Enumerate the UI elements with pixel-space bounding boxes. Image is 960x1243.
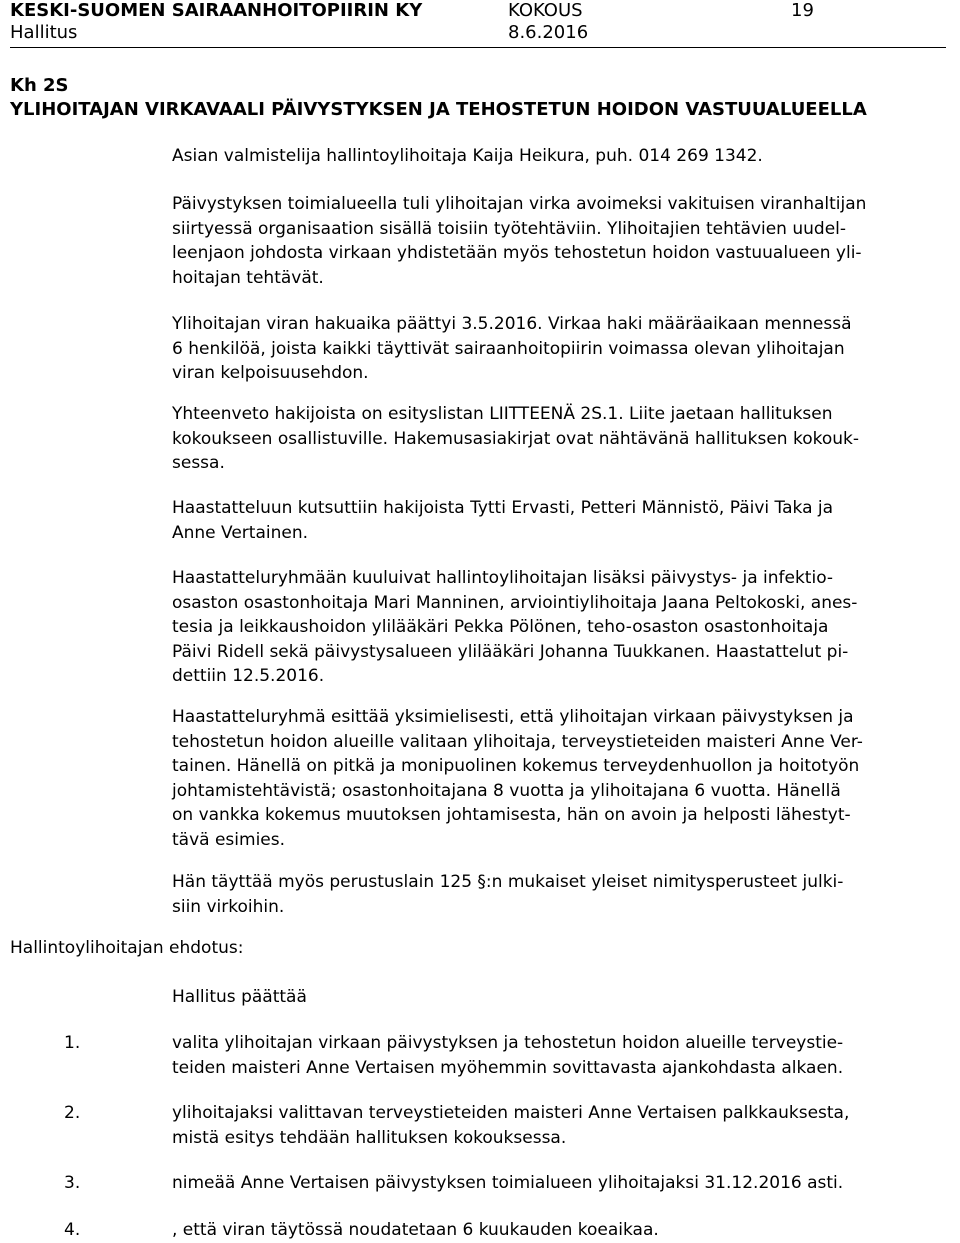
paragraph-legal-basis — [172, 870, 952, 919]
paragraph-line: johtamistehtävistä; osastonhoitajana 8 vuotta ja ylihoitajana 6 vuotta. Hänellä — [172, 780, 841, 801]
paragraph-line: osaston osastonhoitaja Mari Manninen, arviointiylihoitaja Jaana Peltokoski, anes- — [172, 592, 858, 613]
paragraph-line: Yhteenveto hakijoista on esityslistan LIITTEENÄ 2S.1. Liite jaetaan hallituksen — [172, 404, 833, 424]
proposal-label: Hallintoylihoitajan ehdotus: — [10, 938, 244, 958]
paragraph-line: tehostetun hoidon alueille valitaan ylihoitaja, terveystieteiden maisteri Anne Ver- — [172, 731, 863, 752]
decision-item-text — [172, 1218, 947, 1243]
paragraph-line: siin virkoihin. — [172, 896, 285, 917]
decision-item-line: teiden maisteri Anne Vertaisen myöhemmin sovittavasta ajankohdasta alkaen. — [172, 1057, 844, 1078]
decision-item-line: nimeää Anne Vertaisen päivystyksen toimialueen ylihoitajaksi 31.12.2016 asti. — [172, 1173, 844, 1193]
paragraph-line: kokoukseen osallistuville. Hakemusasiakirjat ovat nähtävänä hallituksen kokouk- — [172, 428, 860, 449]
paragraph-line: dettiin 12.5.2016. — [172, 666, 325, 686]
page-number: 19 — [791, 0, 814, 21]
paragraph-application-period — [172, 312, 952, 386]
meeting-label: KOKOUS — [508, 0, 583, 21]
decision-item-line: mistä esitys tehdään hallituksen kokouksessa. — [172, 1127, 567, 1148]
page-header — [10, 0, 946, 46]
paragraph-line: Haastatteluun kutsuttiin hakijoista Tytti Ervasti, Petteri Männistö, Päivi Taka ja — [172, 498, 834, 518]
decision-item-number: 2. — [64, 1103, 81, 1123]
paragraph-line: viran kelpoisuusehdon. — [172, 363, 369, 383]
paragraph-line: on vankka kokemus muutoksen johtamisesta, hän on avoin ja helposti lähestyt- — [172, 805, 851, 825]
paragraph-line: tesia ja leikkaushoidon ylilääkäri Pekka Pölönen, teho-osaston osastonhoitaja — [172, 617, 829, 637]
paragraph-line: tainen. Hänellä on pitkä ja monipuolinen kokemus terveydenhuollon ja hoitotyön — [172, 756, 860, 776]
paragraph-line: leenjaon johdosta virkaan yhdistetään myös tehostetun hoidon vastuualueen yli- — [172, 243, 862, 263]
paragraph-interviewees — [172, 496, 952, 545]
decision-item-number: 4. — [64, 1220, 81, 1240]
decision-item-text — [172, 1101, 947, 1150]
paragraph-preparer — [172, 144, 952, 169]
decision-intro-text: Hallitus päättää — [172, 987, 307, 1007]
decision-item-line: , että viran täytössä noudatetaan 6 kuukauden koeaikaa. — [172, 1220, 659, 1240]
paragraph-interview-group — [172, 566, 952, 689]
paragraph-line: Päivi Ridell sekä päivystysalueen ylilääkäri Johanna Tuukkanen. Haastattelut pi- — [172, 641, 849, 662]
decision-item-line: valita ylihoitajan virkaan päivystyksen ja tehostetun hoidon alueille terveystie- — [172, 1033, 844, 1053]
decision-intro — [172, 985, 952, 1010]
paragraph-line: Päivystyksen toimialueella tuli ylihoitajan virka avoimeksi vakituisen viranhaltijan — [172, 194, 867, 214]
paragraph-recommendation — [172, 705, 952, 852]
decision-item-number: 1. — [64, 1033, 81, 1053]
paragraph-line: sessa. — [172, 453, 225, 473]
paragraph-line: tävä esimies. — [172, 829, 286, 850]
section-title: YLIHOITAJAN VIRKAVAALI PÄIVYSTYKSEN JA TEHOSTETUN HOIDON VASTUUALUEELLA — [10, 99, 867, 120]
paragraph-summary — [172, 402, 952, 476]
decision-item-line: ylihoitajaksi valittavan terveystieteiden maisteri Anne Vertaisen palkkauksesta, — [172, 1103, 850, 1123]
paragraph-line: Anne Vertainen. — [172, 522, 309, 543]
paragraph-line: Hän täyttää myös perustuslain 125 §:n mukaiset yleiset nimitysperusteet julki- — [172, 872, 844, 892]
paragraph-background — [172, 192, 952, 290]
decision-item-text — [172, 1031, 947, 1080]
decision-item-number: 3. — [64, 1173, 81, 1193]
paragraph-line: Ylihoitajan viran hakuaika päättyi 3.5.2016. Virkaa haki määräaikaan mennessä — [172, 314, 852, 334]
paragraph-line: Asian valmistelija hallintoylihoitaja Kaija Heikura, puh. 014 269 1342. — [172, 146, 763, 166]
section-code: Kh 2S — [10, 75, 69, 96]
decision-item-text — [172, 1171, 947, 1196]
paragraph-line: siirtyessä organisaation sisällä toisiin työtehtäviin. Ylihoitajien tehtävien uudel- — [172, 218, 847, 239]
governing-body: Hallitus — [10, 22, 78, 43]
paragraph-line: hoitajan tehtävät. — [172, 267, 324, 288]
header-divider — [10, 47, 946, 48]
paragraph-line: Haastatteluryhmä esittää yksimielisesti, että ylihoitajan virkaan päivystyksen ja — [172, 707, 854, 727]
meeting-date: 8.6.2016 — [508, 22, 589, 43]
paragraph-line: 6 henkilöä, joista kaikki täyttivät sairaanhoitopiirin voimassa olevan ylihoitajan — [172, 338, 845, 359]
paragraph-line: Haastatteluryhmään kuuluivat hallintoylihoitajan lisäksi päivystys- ja infektio- — [172, 568, 834, 588]
organization-name: KESKI-SUOMEN SAIRAANHOITOPIIRIN KY — [10, 0, 423, 21]
